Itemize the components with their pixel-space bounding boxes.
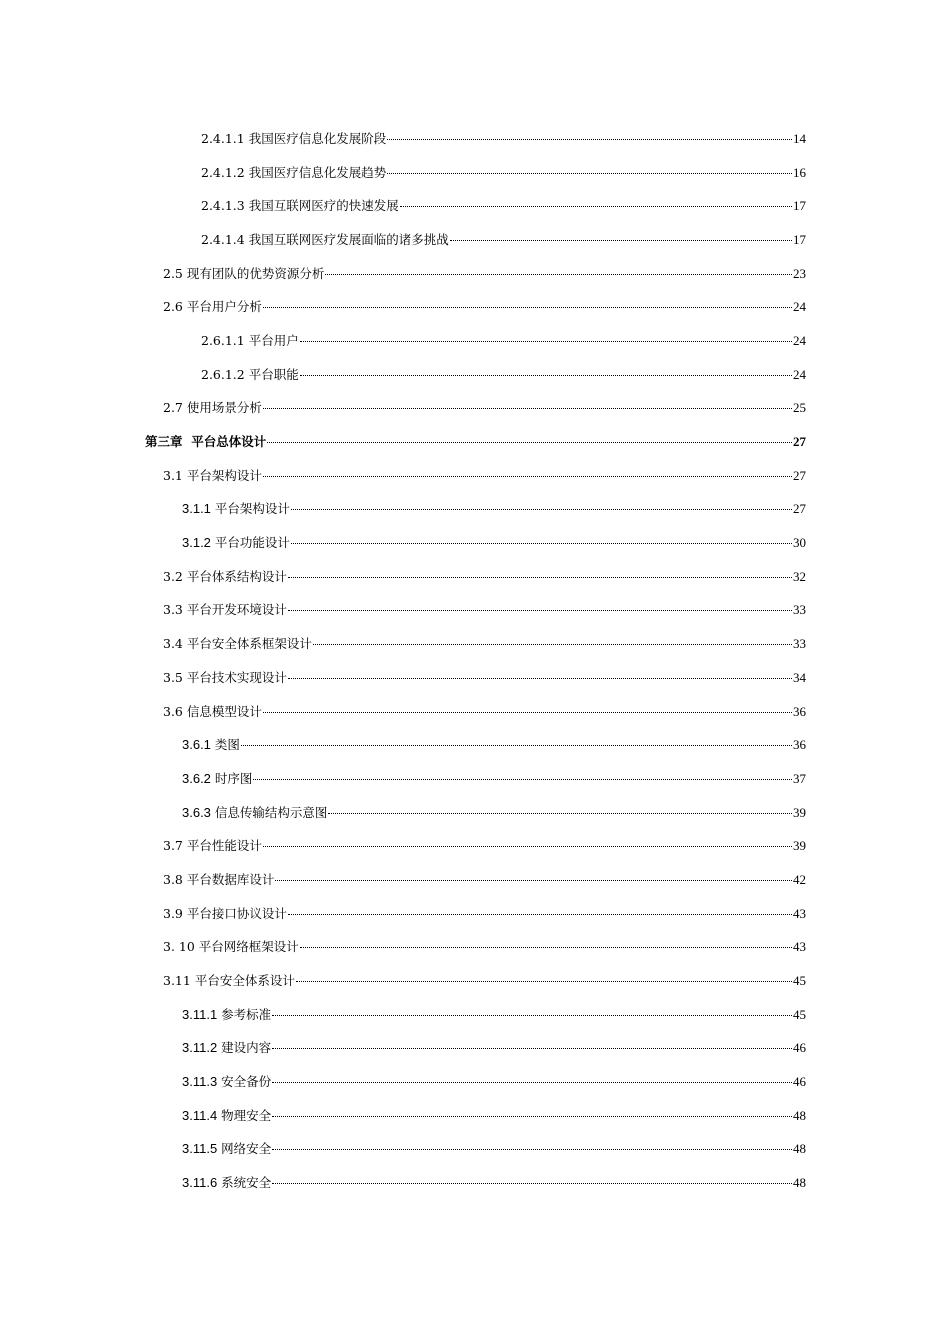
dot-leader (272, 1149, 792, 1150)
toc-entry-link[interactable] (182, 1007, 806, 1023)
toc-page-number: 33 (793, 636, 806, 652)
toc-page-number: 48 (793, 1175, 806, 1191)
toc-entry-number: 3.6.3 (182, 804, 211, 820)
toc-page-number: 34 (793, 669, 806, 685)
toc-entry-number: 3.8 (163, 871, 183, 887)
toc-row (0, 1065, 950, 1099)
toc-entry-title: 平台技术实现设计 (186, 669, 287, 685)
toc-row (0, 829, 950, 863)
toc-entry-title: 建设内容 (221, 1040, 272, 1056)
toc-entry-title: 平台开发环境设计 (186, 602, 287, 618)
dot-leader (300, 341, 792, 342)
toc-entry-title: 信息模型设计 (186, 703, 262, 719)
toc-entry-number: 3.7 (163, 838, 183, 854)
toc-entry-title: 平台体系结构设计 (186, 568, 287, 584)
toc-page-number: 36 (793, 737, 806, 753)
toc-row (0, 560, 950, 594)
table-of-contents (0, 122, 950, 1200)
toc-entry-number: 3.3 (163, 602, 183, 618)
toc-page-number: 39 (793, 804, 806, 820)
toc-entry-number: 3.4 (163, 636, 183, 652)
toc-entry-link[interactable] (163, 569, 806, 585)
toc-row (0, 257, 950, 291)
toc-row (0, 594, 950, 628)
dot-leader (400, 206, 792, 207)
toc-entry-link[interactable] (182, 771, 806, 787)
dot-leader (253, 779, 792, 780)
toc-entry-number: 3.6.1 (182, 737, 211, 753)
toc-row (0, 897, 950, 931)
toc-page-number: 36 (793, 703, 806, 719)
toc-entry-number: 3.5 (163, 669, 183, 685)
toc-page-number: 48 (793, 1107, 806, 1123)
dot-leader (275, 880, 792, 881)
dot-leader (288, 678, 792, 679)
toc-page-number: 16 (793, 164, 806, 180)
toc-page-number: 33 (793, 602, 806, 618)
toc-entry-link[interactable] (163, 636, 806, 652)
toc-entry-title: 安全备份 (221, 1074, 272, 1090)
toc-row (0, 627, 950, 661)
toc-entry-link[interactable] (201, 333, 806, 349)
toc-page-number: 39 (793, 838, 806, 854)
toc-entry-title: 使用场景分析 (186, 400, 262, 416)
dot-leader (450, 240, 792, 241)
toc-row (0, 964, 950, 998)
toc-entry-number: 3.2 (163, 568, 183, 584)
toc-entry-number: 第三章 (145, 434, 183, 450)
toc-entry-number: 3.11.5 (182, 1141, 218, 1157)
toc-row (0, 762, 950, 796)
toc-entry-link[interactable] (182, 1074, 806, 1090)
toc-entry-link[interactable] (163, 973, 806, 989)
toc-entry-title: 参考标准 (221, 1006, 272, 1022)
toc-entry-link[interactable] (163, 299, 806, 315)
toc-page-number: 24 (793, 332, 806, 348)
dot-leader (272, 1048, 792, 1049)
dot-leader (288, 577, 792, 578)
toc-entry-title: 平台网络框架设计 (198, 939, 299, 955)
toc-row (0, 223, 950, 257)
dot-leader (263, 476, 792, 477)
toc-page-number: 25 (793, 400, 806, 416)
toc-entry-link[interactable] (201, 165, 806, 181)
toc-row (0, 796, 950, 830)
toc-row (0, 358, 950, 392)
toc-row (0, 290, 950, 324)
toc-entry-title: 平台安全体系设计 (194, 973, 295, 989)
toc-entry-title: 平台功能设计 (214, 535, 290, 551)
toc-entry-title: 平台数据库设计 (186, 871, 275, 887)
toc-entry-title: 平台性能设计 (186, 838, 262, 854)
toc-entry-link[interactable] (201, 198, 806, 214)
toc-entry-link[interactable] (145, 434, 806, 450)
toc-page-number: 14 (793, 130, 806, 146)
toc-page-number: 32 (793, 568, 806, 584)
toc-row (0, 459, 950, 493)
toc-entry-number: 2.6 (163, 299, 183, 315)
toc-entry-title: 类图 (214, 737, 240, 753)
toc-page-number: 37 (793, 770, 806, 786)
toc-page-number: 27 (793, 467, 806, 483)
toc-entry-link[interactable] (182, 1040, 806, 1056)
toc-entry-link[interactable] (182, 535, 806, 551)
toc-entry-link[interactable] (163, 266, 806, 282)
toc-entry-title: 我国医疗信息化发展阶段 (248, 130, 387, 146)
toc-row (0, 425, 950, 459)
toc-entry-title: 网络安全 (221, 1141, 272, 1157)
dot-leader (296, 981, 792, 982)
dot-leader (272, 1015, 792, 1016)
toc-page-number: 17 (793, 198, 806, 214)
toc-entry-link[interactable] (182, 501, 806, 517)
toc-entry-number: 2.4.1.1 (201, 130, 245, 146)
toc-entry-number: 2.7 (163, 400, 183, 416)
dot-leader (325, 274, 792, 275)
toc-entry-link[interactable] (163, 468, 806, 484)
toc-row (0, 1099, 950, 1133)
toc-entry-number: 3.11.1 (182, 1006, 218, 1022)
toc-entry-number: 3.1 (163, 467, 183, 483)
toc-entry-link[interactable] (163, 939, 806, 955)
toc-entry-number: 3.11.6 (182, 1175, 218, 1191)
toc-entry-title: 信息传输结构示意图 (214, 804, 328, 820)
toc-entry-title: 平台架构设计 (214, 501, 290, 517)
toc-entry-number: 3.9 (163, 905, 183, 921)
toc-page-number: 27 (793, 434, 806, 450)
toc-entry-number: 2.6.1.2 (201, 366, 245, 382)
toc-page-number: 24 (793, 366, 806, 382)
toc-entry-number: 3.11.3 (182, 1074, 218, 1090)
toc-entry-title: 时序图 (214, 770, 253, 786)
toc-entry-title: 物理安全 (221, 1107, 272, 1123)
toc-entry-title: 平台职能 (248, 366, 299, 382)
dot-leader (300, 947, 792, 948)
toc-row (0, 863, 950, 897)
toc-entry-link[interactable] (182, 805, 806, 821)
toc-entry-link[interactable] (163, 704, 806, 720)
toc-entry-title: 现有团队的优势资源分析 (186, 265, 325, 281)
toc-row (0, 189, 950, 223)
dot-leader (288, 914, 792, 915)
toc-entry-title: 平台安全体系框架设计 (186, 636, 312, 652)
toc-row (0, 661, 950, 695)
toc-entry-title: 我国医疗信息化发展趋势 (248, 164, 387, 180)
toc-entry-title: 平台用户 (248, 332, 299, 348)
toc-row (0, 695, 950, 729)
toc-entry-number: 3.1.2 (182, 535, 211, 551)
toc-entry-number: 3.11 (163, 973, 191, 989)
toc-entry-link[interactable] (163, 906, 806, 922)
toc-entry-link[interactable] (201, 232, 806, 248)
toc-row (0, 728, 950, 762)
dot-leader (263, 408, 792, 409)
toc-row (0, 324, 950, 358)
toc-entry-title: 我国互联网医疗发展面临的诸多挑战 (248, 231, 449, 247)
toc-entry-number: 2.4.1.2 (201, 164, 245, 180)
toc-row (0, 1133, 950, 1167)
toc-entry-link[interactable] (163, 602, 806, 618)
toc-entry-link[interactable] (163, 838, 806, 854)
toc-page-number: 43 (793, 939, 806, 955)
dot-leader (263, 307, 792, 308)
toc-row (0, 998, 950, 1032)
dot-leader (328, 813, 792, 814)
toc-page-number: 17 (793, 231, 806, 247)
toc-page-number: 48 (793, 1141, 806, 1157)
toc-entry-number: 2.4.1.3 (201, 198, 245, 214)
dot-leader (263, 712, 792, 713)
toc-row (0, 1166, 950, 1200)
toc-row (0, 1032, 950, 1066)
dot-leader (263, 846, 792, 847)
toc-entry-number: 3.6 (163, 703, 183, 719)
toc-page-number: 45 (793, 973, 806, 989)
toc-entry-number: 3.1.1 (182, 501, 211, 517)
toc-row (0, 156, 950, 190)
toc-entry-link[interactable] (163, 670, 806, 686)
toc-page-number: 24 (793, 299, 806, 315)
toc-entry-number: 3. 10 (163, 939, 195, 955)
toc-entry-title: 系统安全 (221, 1175, 272, 1191)
toc-entry-title: 平台接口协议设计 (186, 905, 287, 921)
dot-leader (387, 173, 792, 174)
toc-row (0, 493, 950, 527)
dot-leader (313, 644, 792, 645)
toc-entry-link[interactable] (182, 1175, 806, 1191)
toc-entry-link[interactable] (163, 872, 806, 888)
toc-entry-link[interactable] (201, 367, 806, 383)
toc-page-number: 27 (793, 501, 806, 517)
toc-entry-number: 3.11.4 (182, 1107, 218, 1123)
toc-entry-number: 2.4.1.4 (201, 231, 245, 247)
dot-leader (291, 509, 792, 510)
toc-row (0, 122, 950, 156)
toc-page-number: 45 (793, 1006, 806, 1022)
dot-leader (300, 375, 792, 376)
toc-page-number: 46 (793, 1074, 806, 1090)
toc-entry-title: 平台总体设计 (191, 434, 267, 450)
dot-leader (272, 1183, 792, 1184)
dot-leader (291, 543, 792, 544)
toc-entry-link[interactable] (182, 1141, 806, 1157)
toc-row (0, 526, 950, 560)
toc-row (0, 392, 950, 426)
dot-leader (387, 139, 792, 140)
toc-entry-link[interactable] (182, 1108, 806, 1124)
toc-entry-title: 我国互联网医疗的快速发展 (248, 198, 399, 214)
toc-entry-link[interactable] (163, 400, 806, 416)
toc-page-number: 30 (793, 535, 806, 551)
dot-leader (241, 745, 792, 746)
dot-leader (288, 610, 792, 611)
toc-page-number: 46 (793, 1040, 806, 1056)
toc-entry-link[interactable] (182, 737, 806, 753)
toc-page-number: 42 (793, 871, 806, 887)
toc-entry-link[interactable] (201, 131, 806, 147)
toc-entry-title: 平台架构设计 (186, 467, 262, 483)
toc-page-number: 23 (793, 265, 806, 281)
toc-entry-number: 3.11.2 (182, 1040, 218, 1056)
dot-leader (272, 1082, 792, 1083)
dot-leader (272, 1116, 792, 1117)
toc-entry-number: 2.6.1.1 (201, 332, 245, 348)
toc-entry-number: 2.5 (163, 265, 183, 281)
toc-entry-number: 3.6.2 (182, 770, 211, 786)
toc-row (0, 931, 950, 965)
toc-entry-title: 平台用户分析 (186, 299, 262, 315)
dot-leader (267, 442, 792, 443)
toc-page-number: 43 (793, 905, 806, 921)
